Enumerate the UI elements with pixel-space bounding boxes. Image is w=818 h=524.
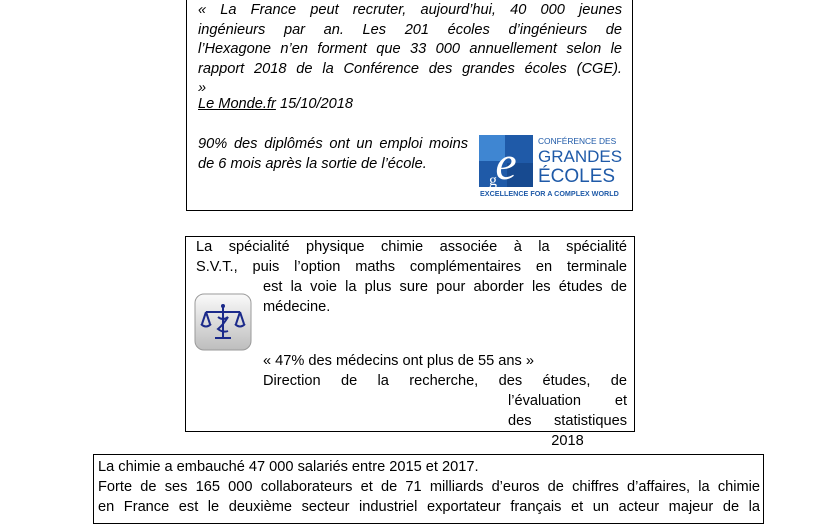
svg-text:e: e xyxy=(495,137,517,190)
logo-tagline: EXCELLENCE FOR A COMPLEX WORLD xyxy=(480,189,619,198)
source-date: 15/10/2018 xyxy=(279,96,353,112)
cge-quote-box xyxy=(186,0,633,211)
quote-line: ingénieurs par an. Les 201 écoles d’ingénieurs de xyxy=(198,21,622,38)
source-line: des statistiques xyxy=(508,413,627,429)
source-line: Direction de la recherche, des études, de xyxy=(263,373,627,389)
medicine-text-line: S.V.T., puis l’option maths complémentaires en terminale xyxy=(196,259,627,275)
quote-line: » xyxy=(198,80,207,97)
chemistry-text-line: La chimie a embauché 47 000 salariés entre 2015 et 2017. xyxy=(98,459,479,475)
employment-stat: 90% des diplômés ont un emploi moins de 6 mois après la sortie de l’école. xyxy=(198,136,468,172)
medicine-text-line: médecine. xyxy=(263,299,331,315)
chemistry-text-line: en France est le deuxième secteur industriel exportateur français et un acteur majeur de la xyxy=(98,499,760,515)
cge-logo xyxy=(479,133,625,199)
quote-line: « La France peut recruter, aujourd’hui, 40 000 jeunes xyxy=(198,2,622,18)
source-publication: Le Monde.fr xyxy=(198,96,276,112)
chemistry-box xyxy=(93,454,764,524)
logo-line1: CONFÉRENCE DES xyxy=(538,136,617,146)
medicine-quote-block xyxy=(263,351,627,451)
medicine-text-line: La spécialité physique chimie associée à la spécialité xyxy=(196,239,627,255)
doctors-quote: « 47% des médecins ont plus de 55 ans » xyxy=(263,353,534,369)
medicine-text-line: est la voie la plus sure pour aborder les études de xyxy=(263,279,627,295)
quote-line: l’Hexagone n’en forment que 33 000 annuellement selon le xyxy=(198,41,622,58)
svg-text:g: g xyxy=(489,172,497,189)
logo-line3: ÉCOLES xyxy=(538,166,616,187)
chemistry-text-line: Forte de ses 165 000 collaborateurs et de 71 milliards d’euros de chiffres d’affaires, la chimie xyxy=(98,479,760,495)
source-line: l’évaluation et xyxy=(508,393,627,409)
cge-logo-mark-icon xyxy=(479,133,625,199)
logo-line2: GRANDES xyxy=(538,147,623,166)
scales-of-justice-icon xyxy=(194,293,252,351)
source-line: 2018 xyxy=(551,433,584,449)
engineers-quote xyxy=(198,1,622,99)
medicine-text-rest xyxy=(263,277,627,317)
quote-line: rapport 2018 de la Conférence des grandes écoles (CGE). xyxy=(198,60,622,77)
medicine-box xyxy=(185,236,635,449)
quote-source xyxy=(198,96,353,112)
